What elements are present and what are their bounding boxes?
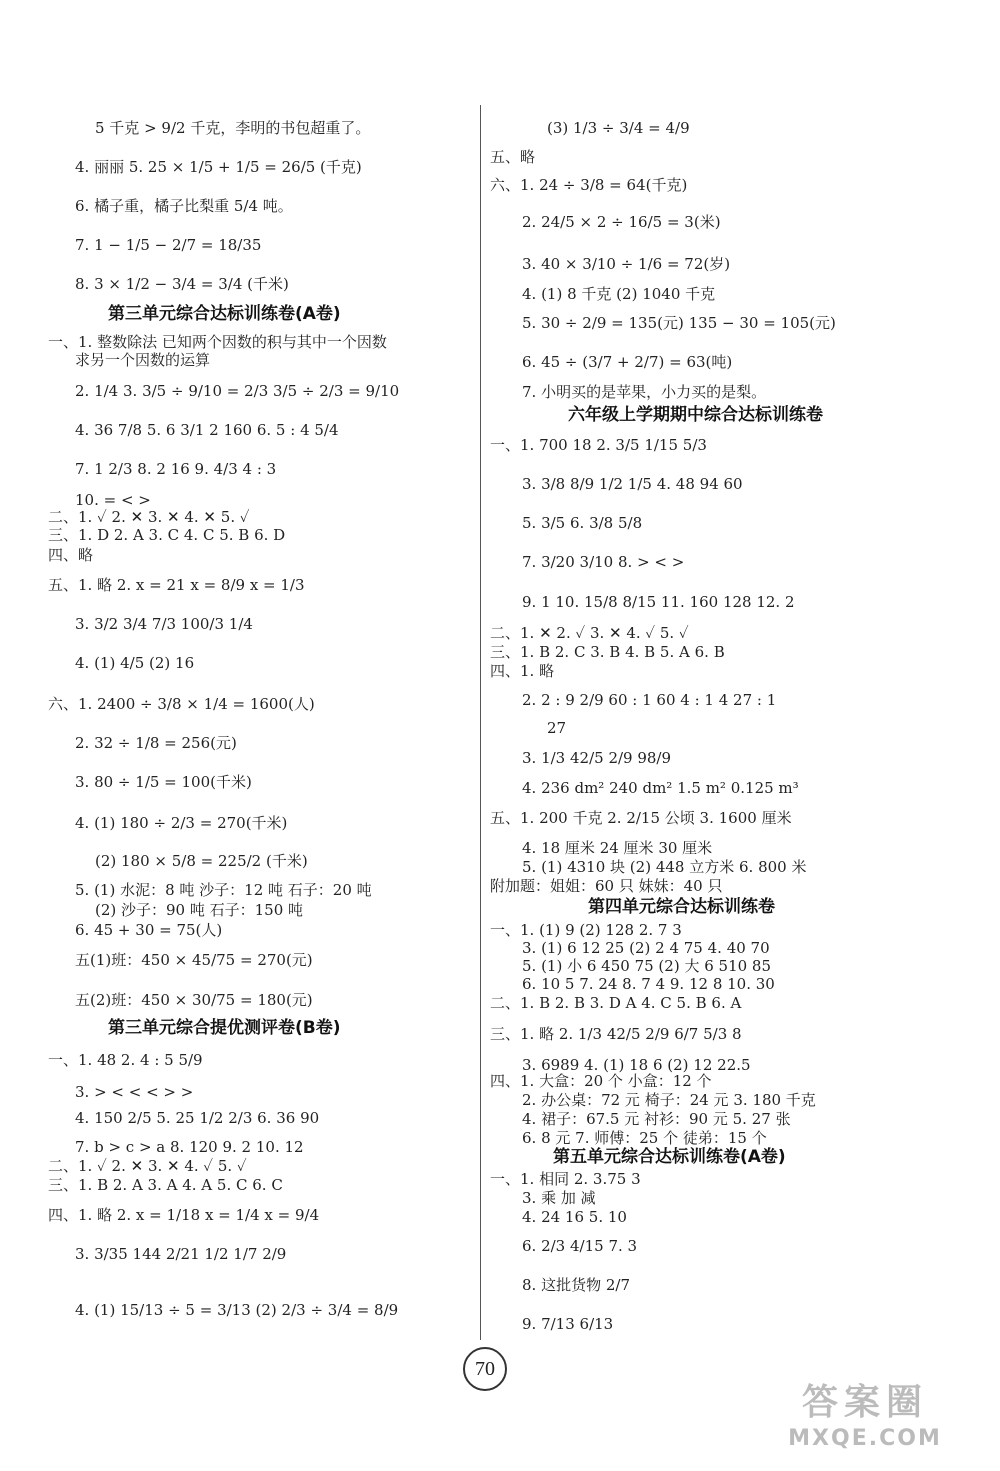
answer-line: 5 千克 > 9/2 千克，李明的书包超重了。	[95, 119, 371, 137]
answer-line: 2. 24/5 × 2 ÷ 16/5 = 3(米)	[522, 213, 721, 231]
answer-line: 二、1. B 2. B 3. D A 4. C 5. B 6. A	[490, 994, 742, 1012]
section-title: 第三单元综合提优测评卷(B卷)	[108, 1018, 341, 1038]
answer-line: 三、1. D 2. A 3. C 4. C 5. B 6. D	[48, 526, 286, 544]
answer-line: 2. 1/4 3. 3/5 ÷ 9/10 = 2/3 3/5 ÷ 2/3 = 9/10	[75, 382, 400, 400]
answer-line: 6. 2/3 4/15 7. 3	[522, 1237, 638, 1255]
answer-line: 3. 3/8 8/9 1/2 1/5 4. 48 94 60	[522, 475, 743, 493]
answer-line: 3. (1) 6 12 25 (2) 2 4 75 4. 40 70	[522, 939, 770, 957]
answer-line: 3. 乘 加 减	[522, 1189, 596, 1207]
answer-line: 三、1. B 2. C 3. B 4. B 5. A 6. B	[490, 643, 725, 661]
answer-line: 7. 1 2/3 8. 2 16 9. 4/3 4 : 3	[75, 460, 277, 478]
answer-line: 9. 1 10. 15/8 8/15 11. 160 128 12. 2	[522, 593, 795, 611]
answer-line: (3) 1/3 ÷ 3/4 = 4/9	[547, 119, 690, 137]
answer-line: 四、1. 略	[490, 662, 555, 680]
answer-line: 4. 150 2/5 5. 25 1/2 2/3 6. 36 90	[75, 1109, 320, 1127]
answer-line: 4. 裙子：67.5 元 衬衫：90 元 5. 27 张	[522, 1110, 791, 1128]
section-title: 六年级上学期期中综合达标训练卷	[568, 405, 823, 425]
answer-line: 5. (1) 水泥：8 吨 沙子：12 吨 石子：20 吨	[75, 881, 372, 899]
answer-line: 7. 小明买的是苹果，小力买的是梨。	[522, 383, 767, 401]
answer-line: 3. 40 × 3/10 ÷ 1/6 = 72(岁)	[522, 255, 731, 273]
section-title: 第四单元综合达标训练卷	[588, 897, 775, 917]
watermark-url: MXQE.COM	[788, 1426, 942, 1451]
answer-line: 一、1. 相同 2. 3.75 3	[490, 1170, 641, 1188]
answer-line: 2. 2 : 9 2/9 60 : 1 60 4 : 1 4 27 : 1	[522, 691, 777, 709]
answer-line: 六、1. 24 ÷ 3/8 = 64(千克)	[490, 176, 688, 194]
answer-line: 7. 3/20 3/10 8. > < >	[522, 553, 685, 571]
section-title: 第三单元综合达标训练卷(A卷)	[108, 304, 341, 324]
answer-line: 三、1. 略 2. 1/3 42/5 2/9 6/7 5/3 8	[490, 1025, 742, 1043]
answer-line: 五(2)班：450 × 30/75 = 180(元)	[75, 991, 313, 1009]
answer-line: 4. (1) 8 千克 (2) 1040 千克	[522, 285, 716, 303]
answer-line: 二、1. ✓ 2. ✕ 3. ✕ 4. ✓ 5. ✓	[48, 1157, 247, 1175]
answer-line: 10. = < >	[75, 491, 151, 509]
answer-line: 五(1)班：450 × 45/75 = 270(元)	[75, 951, 313, 969]
answer-line: 5. 3/5 6. 3/8 5/8	[522, 514, 643, 532]
answer-line: 五、1. 200 千克 2. 2/15 公顷 3. 1600 厘米	[490, 809, 792, 827]
answer-line: 5. 30 ÷ 2/9 = 135(元) 135 − 30 = 105(元)	[522, 314, 836, 332]
answer-line: 二、1. ✕ 2. ✓ 3. ✕ 4. ✓ 5. ✓	[490, 624, 689, 642]
section-title: 第五单元综合达标训练卷(A卷)	[553, 1147, 786, 1167]
page-number-badge	[455, 1345, 515, 1395]
answer-line: 附加题：姐姐：60 只 妹妹：40 只	[490, 877, 723, 895]
answer-line: 6. 10 5 7. 24 8. 7 4 9. 12 8 10. 30	[522, 975, 775, 993]
answer-line: 3. 3/2 3/4 7/3 100/3 1/4	[75, 615, 253, 633]
answer-line: 3. 1/3 42/5 2/9 98/9	[522, 749, 672, 767]
answer-line: 4. 36 7/8 5. 6 3/1 2 160 6. 5 : 4 5/4	[75, 421, 339, 439]
answer-line: 6. 8 元 7. 师傅：25 个 徒弟：15 个	[522, 1129, 767, 1147]
answer-line: 3. 3/35 144 2/21 1/2 1/7 2/9	[75, 1245, 287, 1263]
answer-line: 五、略	[490, 148, 536, 166]
answer-line: (2) 180 × 5/8 = 225/2 (千米)	[95, 852, 308, 870]
answer-line: 五、1. 略 2. x = 21 x = 8/9 x = 1/3	[48, 576, 305, 594]
answer-line: 3. 80 ÷ 1/5 = 100(千米)	[75, 773, 252, 791]
answer-line: 5. (1) 小 6 450 75 (2) 大 6 510 85	[522, 957, 772, 975]
answer-line: 四、1. 略 2. x = 1/18 x = 1/4 x = 9/4	[48, 1206, 320, 1224]
answer-line: 5. (1) 4310 块 (2) 448 立方米 6. 800 米	[522, 858, 807, 876]
answer-line: (2) 沙子：90 吨 石子：150 吨	[95, 901, 304, 919]
column-divider	[480, 105, 481, 1340]
answer-line: 4. (1) 4/5 (2) 16	[75, 654, 195, 672]
answer-line: 三、1. B 2. A 3. A 4. A 5. C 6. C	[48, 1176, 283, 1194]
answer-line: 一、1. 48 2. 4 : 5 5/9	[48, 1051, 203, 1069]
answer-line: 一、1. 700 18 2. 3/5 1/15 5/3	[490, 436, 707, 454]
answer-line: 二、1. ✓ 2. ✕ 3. ✕ 4. ✕ 5. ✓	[48, 508, 250, 526]
answer-line: 4. 18 厘米 24 厘米 30 厘米	[522, 839, 713, 857]
answer-line: 一、1. 整数除法 已知两个因数的积与其中一个因数	[48, 333, 387, 351]
answer-line: 3. > < < < > >	[75, 1083, 194, 1101]
answer-line: 7. 1 − 1/5 − 2/7 = 18/35	[75, 236, 262, 254]
answer-line: 四、1. 大盒：20 个 小盒：12 个	[490, 1072, 712, 1090]
answer-line: 6. 45 ÷ (3/7 + 2/7) = 63(吨)	[522, 353, 733, 371]
answer-line: 六、1. 2400 ÷ 3/8 × 1/4 = 1600(人)	[48, 695, 315, 713]
answer-line: 4. (1) 180 ÷ 2/3 = 270(千米)	[75, 814, 288, 832]
answer-line: 一、1. (1) 9 (2) 128 2. 7 3	[490, 921, 682, 939]
answer-line: 2. 32 ÷ 1/8 = 256(元)	[75, 734, 237, 752]
answer-line: 3. 6989 4. (1) 18 6 (2) 12 22.5	[522, 1056, 751, 1074]
page-number: 70	[463, 1347, 507, 1391]
answer-line: 9. 7/13 6/13	[522, 1315, 614, 1333]
answer-line: 4. 丽丽 5. 25 × 1/5 + 1/5 = 26/5 (千克)	[75, 158, 362, 176]
answer-line: 8. 这批货物 2/7	[522, 1276, 630, 1294]
answer-line: 4. (1) 15/13 ÷ 5 = 3/13 (2) 2/3 ÷ 3/4 = 8/9	[75, 1301, 399, 1319]
answer-line: 6. 45 + 30 = 75(人)	[75, 921, 223, 939]
watermark	[750, 1381, 980, 1461]
answer-line: 四、略	[48, 546, 94, 564]
answer-line: 8. 3 × 1/2 − 3/4 = 3/4 (千米)	[75, 275, 289, 293]
answer-line: 27	[547, 719, 567, 737]
answer-line: 4. 24 16 5. 10	[522, 1208, 627, 1226]
answer-line: 2. 办公桌：72 元 椅子：24 元 3. 180 千克	[522, 1091, 816, 1109]
watermark-title: 答案圈	[801, 1382, 928, 1423]
answer-line: 7. b > c > a 8. 120 9. 2 10. 12	[75, 1138, 304, 1156]
answer-line: 4. 236 dm² 240 dm² 1.5 m² 0.125 m³	[522, 779, 799, 797]
answer-line: 6. 橘子重，橘子比梨重 5/4 吨。	[75, 197, 293, 215]
answer-line: 求另一个因数的运算	[75, 351, 211, 369]
